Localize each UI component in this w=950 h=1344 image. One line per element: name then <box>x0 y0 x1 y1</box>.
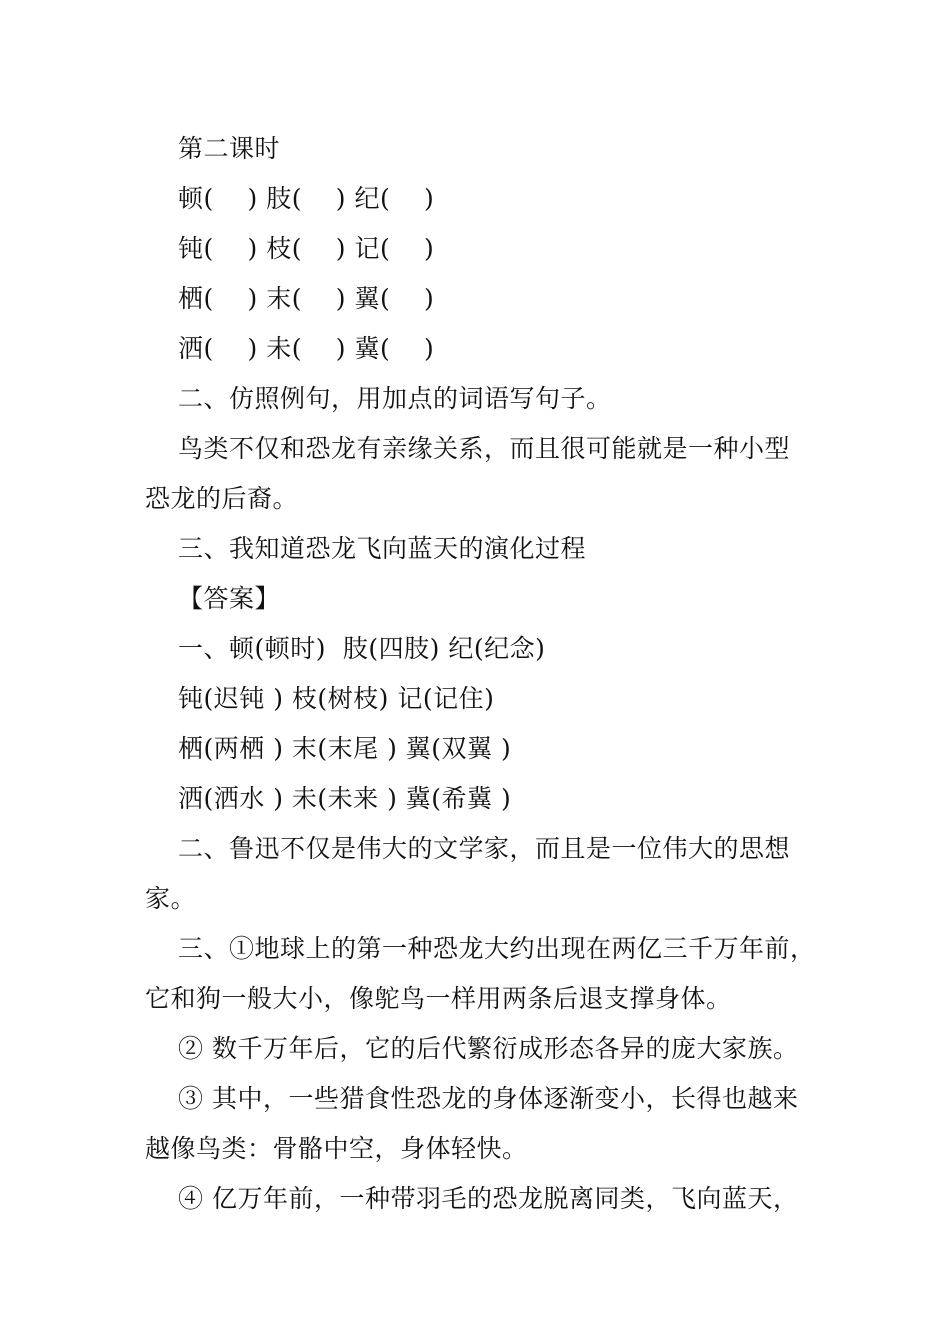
lesson-title: 第二课时 <box>178 134 281 163</box>
answer-two-line-1: 二、鲁迅不仅是伟大的文学家，而且是一位伟大的思想 <box>178 834 791 863</box>
answer-row-4: 洒(洒水 ) 未(未来 ) 冀(希冀 ) <box>178 784 512 813</box>
answer-three-step-3-line-1: ③ 其中，一些猎食性恐龙的身体逐渐变小，长得也越来 <box>178 1084 799 1113</box>
exercise-row-2: 钝( ) 枝( ) 记( ) <box>178 234 435 263</box>
answer-three-step-2: ② 数千万年后，它的后代繁衍成形态各异的庞大家族。 <box>178 1034 799 1063</box>
answer-three-line-1: 三、①地球上的第一种恐龙大约出现在两亿三千万年前， <box>178 934 816 963</box>
example-sentence-line-2: 恐龙的后裔。 <box>145 484 299 513</box>
exercise-row-4: 洒( ) 未( ) 冀( ) <box>178 334 435 363</box>
exercise-row-3: 栖( ) 末( ) 翼( ) <box>178 284 435 313</box>
answer-row-2: 钝(迟钝 ) 枝(树枝) 记(记住) <box>178 684 495 713</box>
answer-row-3: 栖(两栖 ) 末(末尾 ) 翼(双翼 ) <box>178 734 512 763</box>
answer-three-step-4: ④ 亿万年前，一种带羽毛的恐龙脱离同类，飞向蓝天， <box>178 1184 799 1213</box>
answer-heading: 【答案】 <box>178 584 281 613</box>
answer-two-line-2: 家。 <box>145 884 197 913</box>
section-three-heading: 三、我知道恐龙飞向蓝天的演化过程 <box>178 534 587 563</box>
answer-three-step-3-line-2: 越像鸟类：骨骼中空，身体轻快。 <box>145 1134 528 1163</box>
exercise-row-1: 顿( ) 肢( ) 纪( ) <box>178 184 435 213</box>
answer-three-line-2: 它和狗一般大小，像鸵鸟一样用两条后退支撑身体。 <box>145 984 732 1013</box>
answer-row-1: 一、顿(顿时) 肢(四肢) 纪(纪念) <box>178 634 546 663</box>
example-sentence-line-1: 鸟类不仅和恐龙有亲缘关系，而且很可能就是一种小型 <box>178 434 791 463</box>
section-two-heading: 二、仿照例句，用加点的词语写句子。 <box>178 384 612 413</box>
